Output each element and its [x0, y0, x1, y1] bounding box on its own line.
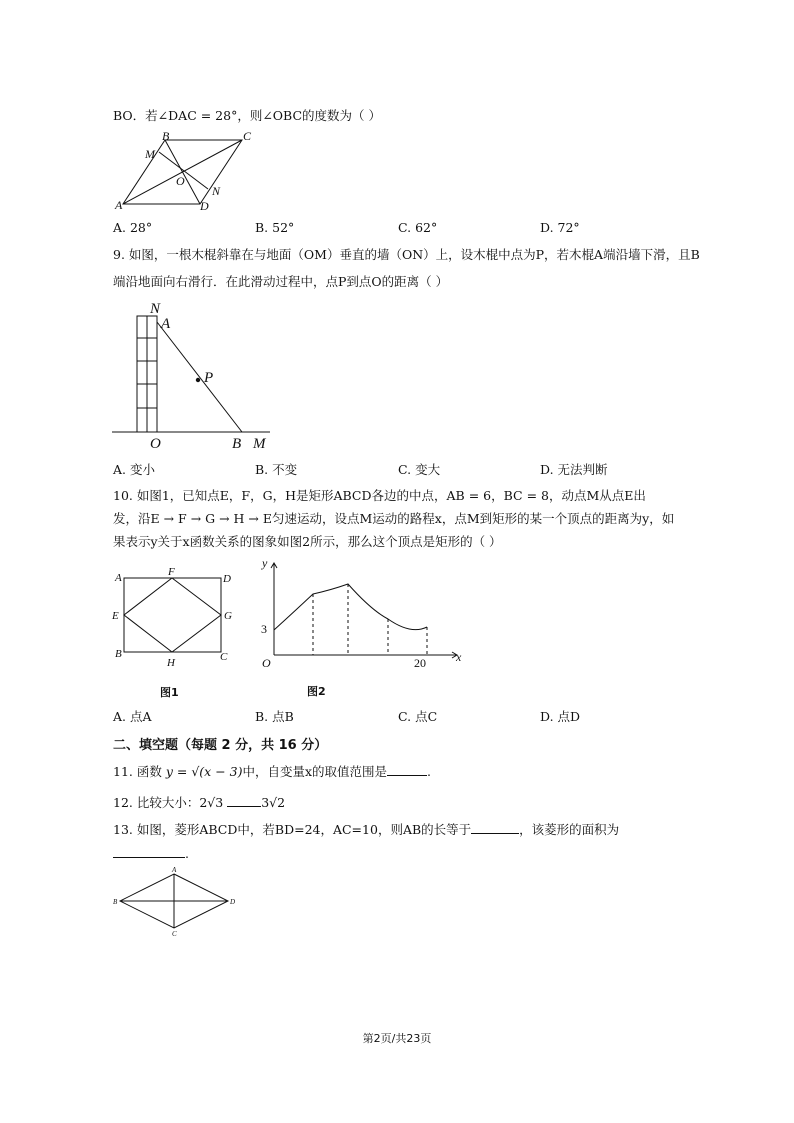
- q10-fig1-label-h: H: [167, 657, 175, 669]
- q10-fig2-label-3: 3: [261, 622, 267, 636]
- q8-option-d[interactable]: D. 72°: [540, 220, 580, 235]
- q10-fig1-label-f: F: [168, 566, 175, 578]
- q13-label-d: D: [230, 898, 236, 906]
- q8-label-n: N: [212, 184, 221, 198]
- q11-suffix: 中，自变量x的取值范围是: [242, 764, 388, 779]
- q13-label-c: C: [172, 930, 177, 938]
- q8-option-a[interactable]: A. 28°: [113, 220, 153, 235]
- q8-label-b: B: [162, 130, 170, 143]
- q8-label-o: O: [176, 174, 185, 188]
- q13-answer-blank-1[interactable]: [471, 821, 519, 834]
- q9-label-b: B: [232, 436, 242, 452]
- q8-label-c: C: [243, 130, 252, 143]
- q9-label-m: M: [253, 436, 266, 452]
- q9-option-a[interactable]: A. 变小: [113, 462, 155, 477]
- q10-option-d[interactable]: D. 点D: [540, 709, 581, 724]
- q10-figure-2-graph: [256, 555, 471, 670]
- q11-prefix: 11. 函数: [113, 764, 162, 779]
- q13-rhombus-figure: [110, 866, 240, 938]
- q13-label-a: A: [172, 866, 177, 874]
- q10-curve: [274, 584, 427, 630]
- q9-line-2: 端沿地面向右滑行．在此滑动过程中，点P到点O的距离（ ）: [113, 274, 449, 289]
- q10-fig1-label-b: B: [115, 648, 122, 660]
- q10-fig1-label-c: C: [220, 651, 228, 663]
- q10-line-3: 果表示y关于x函数关系的图象如图2所示，那么这个顶点是矩形的（ ）: [113, 534, 502, 549]
- q10-line-1: 10. 如图1，已知点E，F，G，H是矩形ABCD各边的中点，AB = 6，BC = 8，动点M从点E出: [113, 488, 646, 503]
- q8-option-c[interactable]: C. 62°: [398, 220, 438, 235]
- q12-answer-blank[interactable]: [227, 794, 261, 807]
- q10-rhombus-efgh: [124, 578, 221, 652]
- q13-answer-blank-2[interactable]: [113, 845, 185, 858]
- q9-label-n: N: [150, 301, 161, 317]
- q12-left: 2√3: [199, 795, 224, 810]
- q8-option-b[interactable]: B. 52°: [255, 220, 295, 235]
- q10-fig1-label-d: D: [223, 573, 231, 585]
- q8-stem-tail: BO．若∠DAC = 28°，则∠OBC的度数为（ ）: [113, 108, 382, 123]
- q9-label-o: O: [150, 436, 161, 452]
- q9-option-c[interactable]: C. 变大: [398, 462, 441, 477]
- q9-label-p: P: [204, 370, 214, 386]
- q11-formula: y = √(x − 3): [165, 764, 243, 779]
- q10-rectangle-abcd: [124, 578, 221, 652]
- q10-fig2-label-x: x: [456, 650, 462, 664]
- q10-caption-fig2: 图2: [307, 685, 326, 698]
- q12-line: [113, 794, 285, 811]
- q8-label-m: M: [145, 147, 155, 161]
- q8-diagonal-bd: [165, 140, 200, 204]
- q10-fig2-label-y: y: [262, 556, 268, 570]
- page-footer: 第2页/共23页: [362, 1032, 432, 1045]
- q10-caption-fig1: 图1: [160, 686, 179, 699]
- q13-line-1: [113, 821, 619, 838]
- q13-end: .: [185, 846, 189, 861]
- q10-option-b[interactable]: B. 点B: [255, 709, 294, 724]
- q11-end: .: [427, 764, 432, 779]
- q13-text-a: 13. 如图，菱形ABCD中，若BD=24，AC=10，则AB的长等于: [113, 822, 472, 837]
- q9-ladder-figure: [110, 296, 280, 452]
- section-2-title: 二、填空题（每题 2 分，共 16 分）: [113, 738, 328, 753]
- q10-fig1-label-a: A: [115, 572, 122, 584]
- q9-option-b[interactable]: B. 不变: [255, 462, 298, 477]
- q10-fig2-label-o: O: [262, 656, 271, 670]
- q11-answer-blank[interactable]: [387, 763, 427, 776]
- q9-midpoint-p: [196, 378, 200, 382]
- q8-label-d: D: [200, 199, 209, 213]
- q12-right: 3√2: [261, 795, 286, 810]
- q10-line-2: 发，沿E → F → G → H → E匀速运动，设点M运动的路程x，点M到矩形的某一个顶点的距离为y，如: [113, 511, 675, 526]
- q11-line: [113, 763, 431, 780]
- q10-figure-1-rectangle: [110, 563, 240, 673]
- q10-fig1-label-g: G: [224, 610, 232, 622]
- q8-parallelogram-figure: [112, 130, 252, 214]
- q13-text-b: ，该菱形的面积为: [519, 822, 620, 837]
- q13-label-b: B: [113, 898, 118, 906]
- q9-line-1: 9. 如图，一根木棍斜靠在与地面（OM）垂直的墙（ON）上，设木棍中点为P，若木棍A端沿墙下滑，且B: [113, 247, 700, 262]
- q13-line-2: [113, 845, 189, 862]
- q10-option-a[interactable]: A. 点A: [113, 709, 152, 724]
- q8-label-a: A: [115, 198, 123, 212]
- q10-fig1-label-e: E: [112, 610, 119, 622]
- q10-option-c[interactable]: C. 点C: [398, 709, 438, 724]
- q10-fig2-label-20: 20: [414, 656, 426, 670]
- q9-stick-ab: [157, 322, 242, 432]
- q12-prefix: 12. 比较大小：: [113, 795, 200, 810]
- q9-label-a: A: [161, 316, 171, 332]
- q9-option-d[interactable]: D. 无法判断: [540, 462, 608, 477]
